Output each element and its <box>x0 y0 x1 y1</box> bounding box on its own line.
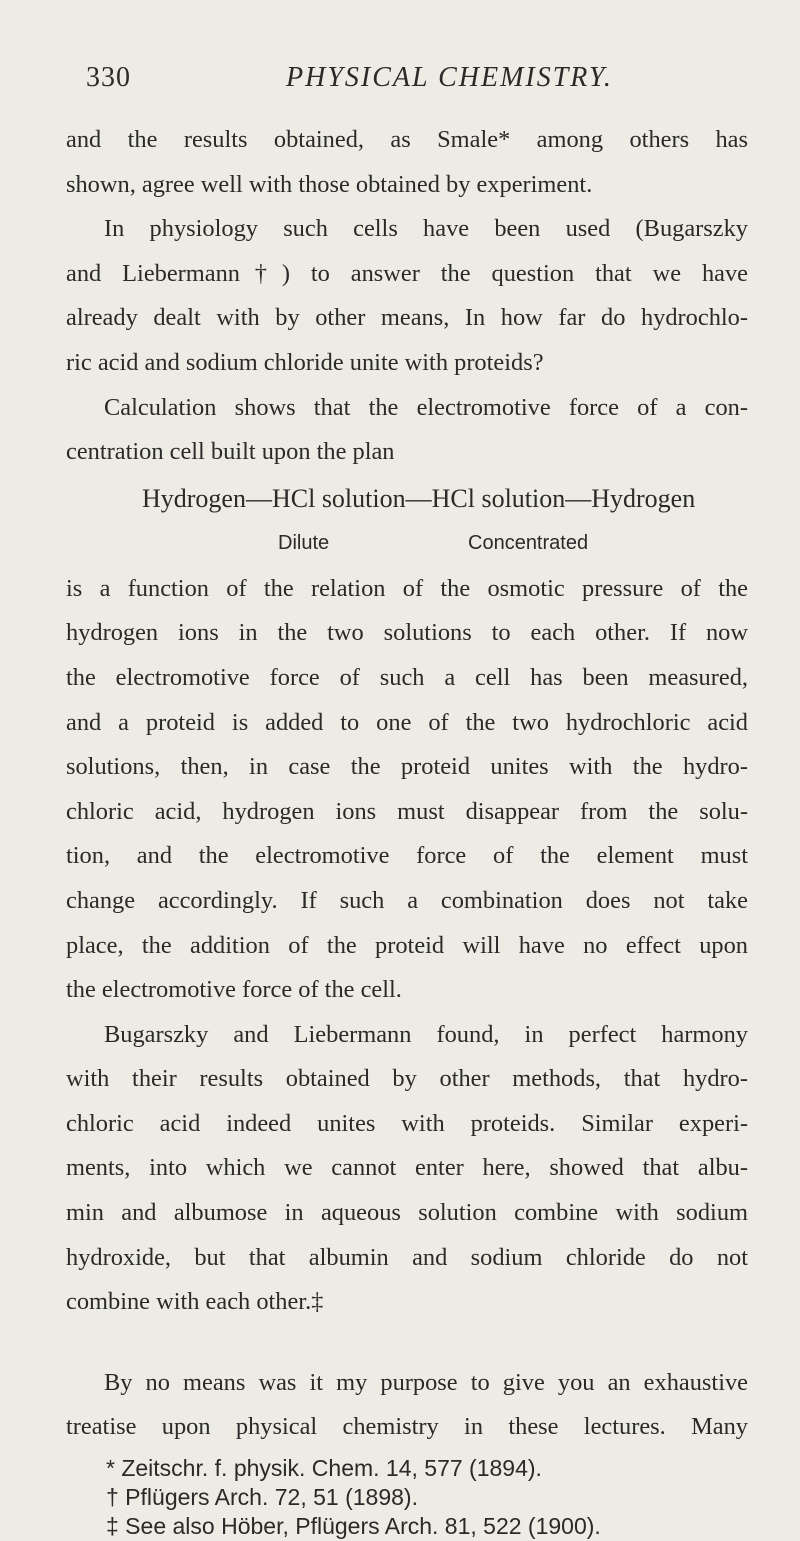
paragraph-5 <box>66 1361 748 1450</box>
page-number: 330 <box>86 62 131 93</box>
footnote-2: † Pflügers Arch. 72, 51 (1898). <box>106 1484 418 1511</box>
formula-dilute-label: Dilute <box>278 531 330 554</box>
text-line: combine with each other.‡ <box>66 1288 324 1316</box>
text-line: chloric acid indeed unites with proteids. Similar experi- <box>66 1109 748 1137</box>
text-line: treatise upon physical chemistry in these lectures. Many <box>66 1413 748 1441</box>
text-line: the electromotive force of the cell. <box>66 976 402 1004</box>
text-line: ments, into which we cannot enter here, showed that albu- <box>66 1154 748 1182</box>
text-line: and the results obtained, as Smale* among others has <box>66 126 748 153</box>
paragraph-2 <box>66 207 748 385</box>
footnote-3: ‡ See also Höber, Pflügers Arch. 81, 522 (1900). <box>106 1513 601 1540</box>
text-line: place, the addition of the proteid will have no effect upon <box>66 931 748 959</box>
section-gap <box>66 1325 748 1361</box>
text-line: min and albumose in aqueous solution combine with sodium <box>66 1199 748 1227</box>
text-line: already dealt with by other means, In how far do hydrochlo- <box>66 304 748 332</box>
text-line: and a proteid is added to one of the two hydrochloric acid <box>66 708 748 736</box>
text-line: shown, agree well with those obtained by experiment. <box>66 170 593 198</box>
text-line: the electromotive force of such a cell has been measured, <box>66 663 748 691</box>
text-line: chloric acid, hydrogen ions must disappear from the solu- <box>66 797 748 825</box>
formula-concentrated-label: Concentrated <box>468 531 589 554</box>
body-text <box>66 118 748 1450</box>
running-head <box>66 62 748 102</box>
text-line: hydrogen ions in the two solutions to each other. If now <box>66 619 748 647</box>
formula-text: Hydrogen—HCl solution—HCl solution—Hydrogen <box>142 483 696 513</box>
text-line: tion, and the electromotive force of the element must <box>66 842 748 870</box>
text-line: centration cell built upon the plan <box>66 438 395 466</box>
footnotes <box>66 1454 748 1541</box>
text-line: Bugarszky and Liebermann found, in perfect harmony <box>104 1020 748 1048</box>
running-title: PHYSICAL CHEMISTRY. <box>286 62 613 93</box>
text-line: hydroxide, but that albumin and sodium chloride do not <box>66 1243 748 1271</box>
paragraph-3 <box>66 386 748 1013</box>
text-line: ric acid and sodium chloride unite with proteids? <box>66 348 544 376</box>
text-line: change accordingly. If such a combination does not take <box>66 886 748 914</box>
footnote-1: * Zeitschr. f. physik. Chem. 14, 577 (1894). <box>106 1455 542 1482</box>
paragraph-4 <box>66 1013 748 1325</box>
cell-formula <box>66 475 748 567</box>
text-line: solutions, then, in case the proteid unites with the hydro- <box>66 753 748 781</box>
text-line: and Liebermann†) to answer the question that we have <box>66 259 748 287</box>
paragraph-1 <box>66 118 748 207</box>
text-line: Calculation shows that the electromotive force of a con- <box>104 393 748 421</box>
text-line: with their results obtained by other methods, that hydro- <box>66 1065 748 1093</box>
text-line: In physiology such cells have been used (Bugarszky <box>104 215 748 243</box>
text-line: is a function of the relation of the osmotic pressure of the <box>66 574 748 602</box>
text-line: By no means was it my purpose to give you an exhaustive <box>104 1368 748 1396</box>
